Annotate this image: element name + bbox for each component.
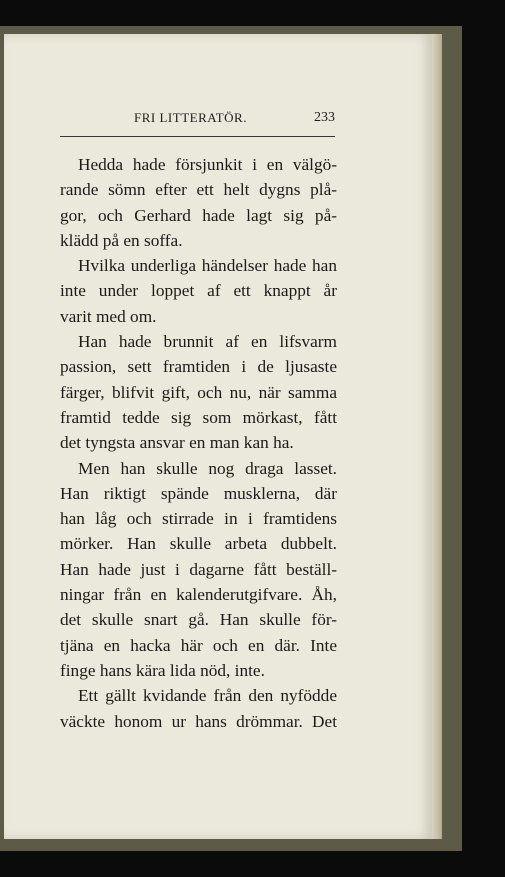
paragraph	[60, 456, 337, 684]
paragraph	[60, 683, 337, 734]
text-line: finge hans kära lida nöd, inte.	[60, 660, 265, 680]
text-line: klädd på en soffa.	[60, 230, 183, 250]
text-line: det skulle snart gå. Han skulle för-	[60, 610, 337, 630]
text-line: väckte honom ur hans drömmar. Det	[60, 711, 337, 731]
paragraph	[60, 152, 337, 253]
text-line: det tyngsta ansvar en man kan ha.	[60, 433, 294, 453]
text-line: mörker. Han skulle arbeta dubbelt.	[60, 534, 337, 554]
text-line: tjäna en hacka här och en där. Inte	[60, 635, 337, 655]
text-line: färger, blifvit gift, och nu, när samma	[60, 382, 337, 402]
paragraph	[60, 329, 337, 455]
text-line: framtid tedde sig som mörkast, fått	[60, 407, 337, 427]
paragraph	[60, 253, 337, 329]
text-line: gor, och Gerhard hade lagt sig på-	[60, 205, 337, 225]
text-line: rande sömn efter ett helt dygns plå-	[60, 180, 337, 200]
page-number: 233	[314, 110, 335, 125]
text-line: inte under loppet af ett knappt år	[60, 281, 337, 301]
text-line: passion, sett framtiden i de ljusaste	[60, 357, 337, 377]
text-line: Han riktigt spände musklerna, där	[60, 483, 337, 503]
running-head	[60, 110, 335, 132]
text-line: ningar från en kalenderutgifvare. Åh,	[60, 585, 337, 605]
text-line: varit med om.	[60, 306, 157, 326]
text-line: Han hade just i dagarne fått beställ-	[60, 559, 337, 579]
page-edge	[432, 34, 442, 839]
text-line: Hvilka underliga händelser hade han	[78, 256, 337, 276]
text-line: han låg och stirrade in i framtidens	[60, 509, 337, 529]
text-line: Ett gällt kvidande från den nyfödde	[78, 686, 337, 706]
header-rule	[60, 136, 335, 137]
text-line: Men han skulle nog draga lasset.	[78, 458, 337, 478]
body-text	[60, 152, 337, 734]
running-head-title: FRI LITTERATÖR.	[134, 110, 247, 125]
text-line: Hedda hade försjunkit i en välgö-	[78, 155, 337, 174]
text-line: Han hade brunnit af en lifsvarm	[78, 332, 337, 352]
